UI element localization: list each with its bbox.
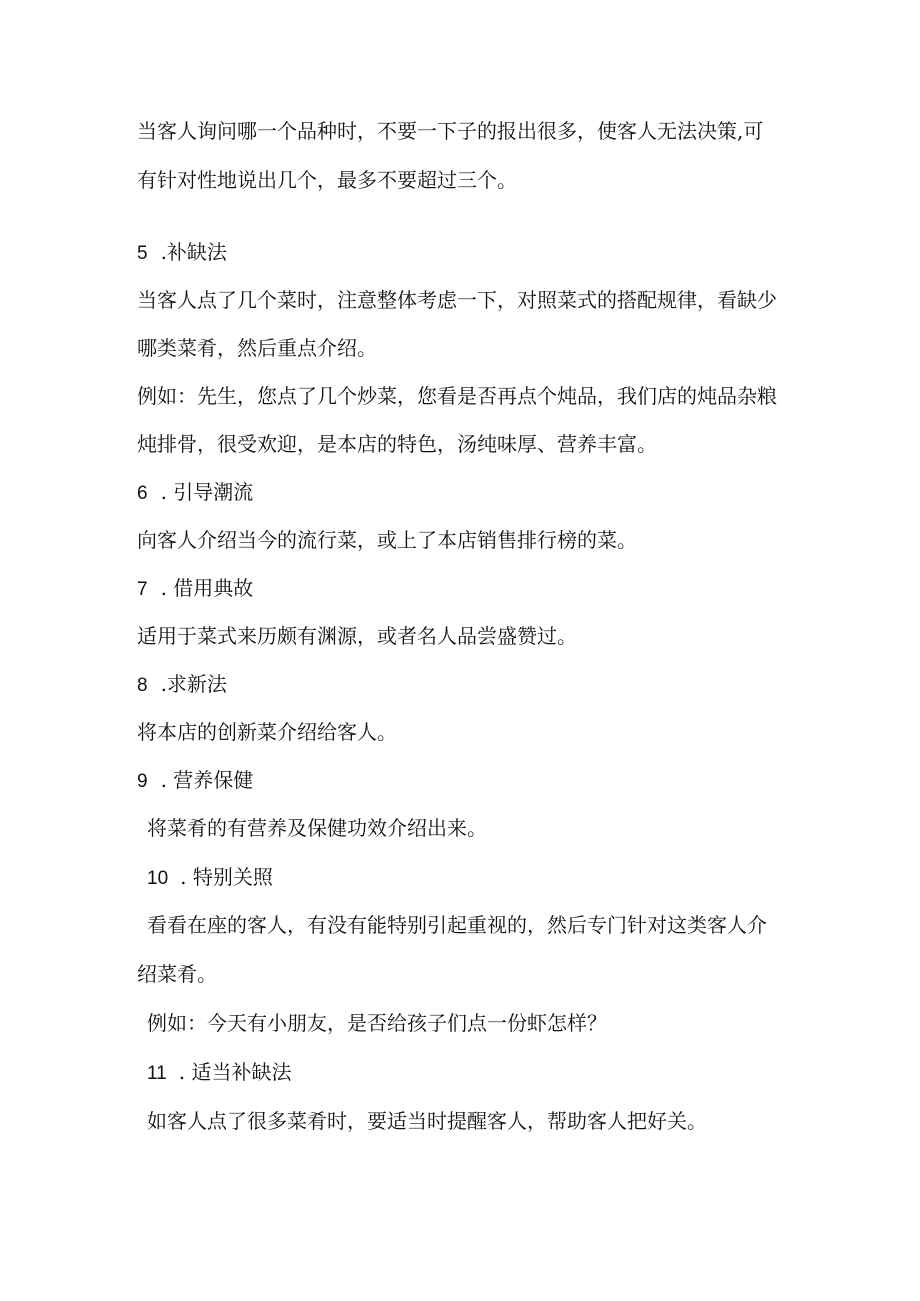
section-10-title: . 特别关照 (180, 865, 273, 889)
section-9-heading (137, 767, 253, 795)
intro-line-2: 有针对性地说出几个，最多不要超过三个。 (137, 168, 517, 192)
section-6-heading (137, 479, 253, 507)
section-5-heading (137, 239, 227, 267)
section-11-heading (147, 1059, 291, 1087)
section-11-title: . 适当补缺法 (178, 1060, 292, 1084)
section-6-line-1: 向客人介绍当今的流行菜，或上了本店销售排行榜的菜。 (137, 528, 637, 552)
section-7-number: 7 (137, 579, 148, 600)
section-10-line-1: 看看在座的客人，有没有能特别引起重视的，然后专门针对这类客人介 (147, 913, 767, 937)
section-8-heading (137, 671, 227, 699)
section-7-line-1: 适用于菜式来历颇有渊源，或者名人品尝盛赞过。 (137, 624, 577, 648)
section-6-number: 6 (137, 483, 148, 504)
section-5-line-2: 哪类菜肴，然后重点介绍。 (137, 336, 377, 360)
section-10-line-2: 绍菜肴。 (137, 962, 217, 986)
intro-line-1: 当客人询问哪一个品种时，不要一下子的报出很多，使客人无法决策,可 (137, 119, 764, 143)
section-9-line-1: 将菜肴的有营养及保健功效介绍出来。 (147, 816, 487, 840)
section-5-number: 5 (137, 243, 148, 264)
section-7-title: . 借用典故 (160, 576, 254, 600)
section-8-number: 8 (137, 675, 148, 696)
section-10-heading (147, 864, 273, 892)
section-9-number: 9 (137, 771, 148, 792)
section-5-line-1: 当客人点了几个菜时，注意整体考虑一下，对照菜式的搭配规律，看缺少 (137, 288, 777, 312)
section-7-heading (137, 575, 253, 603)
section-6-title: . 引导潮流 (160, 480, 254, 504)
section-9-title: . 营养保健 (160, 768, 254, 792)
section-10-number: 10 (147, 868, 169, 889)
section-5-line-3: 例如：先生，您点了几个炒菜，您看是否再点个炖品，我们店的炖品杂粮 (137, 384, 777, 408)
section-10-line-3: 例如：今天有小朋友，是否给孩子们点一份虾怎样？ (147, 1011, 607, 1035)
section-5-line-4: 炖排骨，很受欢迎，是本店的特色，汤纯味厚、营养丰富。 (137, 432, 657, 456)
section-11-number: 11 (147, 1063, 167, 1084)
section-11-line-1: 如客人点了很多菜肴时，要适当时提醒客人，帮助客人把好关。 (147, 1109, 707, 1133)
section-8-line-1: 将本店的创新菜介绍给客人。 (137, 720, 397, 744)
section-5-title: .补缺法 (160, 240, 227, 264)
section-8-title: .求新法 (160, 672, 227, 696)
